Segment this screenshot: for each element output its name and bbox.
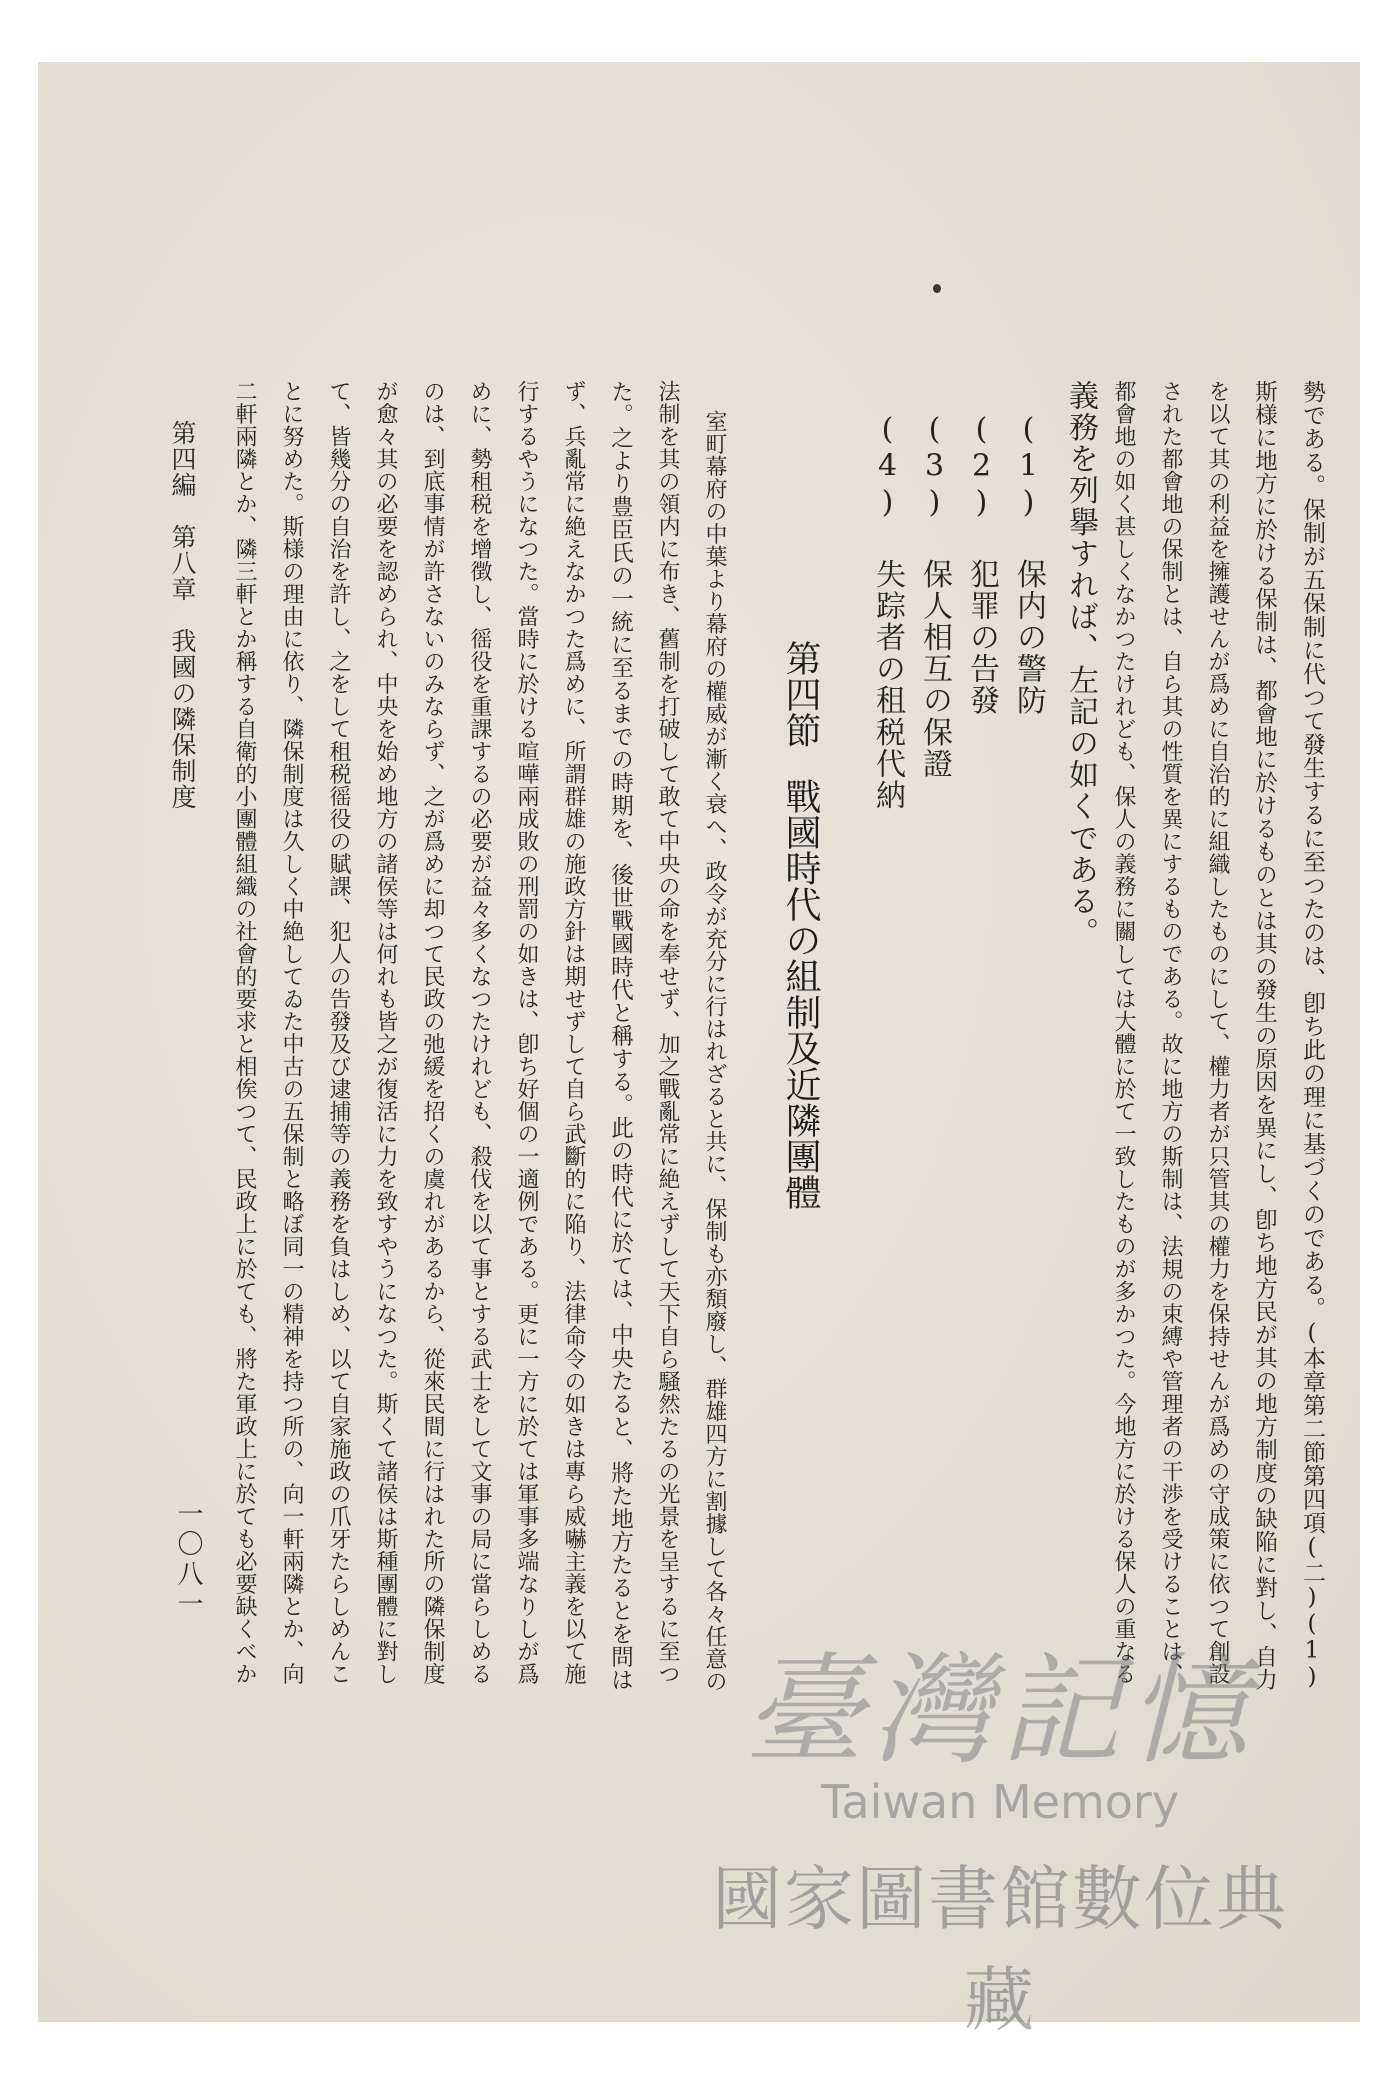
text-column: とに努めた。斯様の理由に依り、隣保制度は久しく中絶してゐた中古の五保制と略ぼ同一の精神を持つ所の、向一軒兩隣とか、向 — [279, 380, 304, 1685]
text-column: めに、勢租税を增徴し、徭役を重課するの必要が益々多くなつたけれども、殺伐を以て事とする武士をして文事の局に當らしめる — [467, 380, 492, 1685]
text-column: 義務を列擧すれば、左記の如くである。 — [1063, 380, 1098, 949]
watermark — [690, 1615, 1310, 2041]
watermark-calligraphy: 臺灣記憶 — [744, 1642, 1256, 1781]
ink-speck — [933, 284, 941, 293]
list-item: (4) 失踪者の租税代納 — [870, 412, 905, 812]
text-column: た。之より豊臣氏の一統に至るまでの時期を、後世戰國時代と稱する。此の時代に於ては、中央たると、將た地方たるとを問は — [607, 380, 634, 1691]
text-column: を以て其の利益を擁護せんが爲めに自治的に組織したものにして、權力者が只管其の權力を保持せんが爲めの守成策に依つて創設 — [1205, 380, 1230, 1685]
text-column: て、皆幾分の自治を許し、之をして租税徭役の賦課、犯人の告發及び逮捕等の義務を負はしめ、以て自家施政の爪牙たらしめんこ — [326, 380, 351, 1685]
list-item: (1) 保内の警防 — [1011, 412, 1046, 717]
page-number: 一〇八一 — [173, 1500, 203, 1620]
text-column: 斯様に地方に於ける保制は、都會地に於けるものとは其の發生の原因を異にし、卽ち地方民が其の地方制度の缺陥に對し、自力 — [1251, 380, 1278, 1691]
list-item: (3) 保人相互の保證 — [917, 412, 952, 780]
text-column: 室町幕府の中葉より幕府の權威が漸く衰へ、政令が充分に行はれざると共に、保制も亦頽廢し、群雄四方に割據して各々任意の — [702, 410, 727, 1693]
text-column: 都會地の如く甚しくなかつたけれども、保人の義務に關しては大體に於て一致したものが多かつた。今地方に於ける保人の重なる — [1111, 380, 1136, 1685]
text-column: ず、兵亂常に絶えなかつた爲めに、所謂群雄の施政方針は期せずして自ら武斷的に陥り、法律命令の如きは專ら威嚇主義を以て施 — [561, 380, 586, 1685]
section-title: 戰國時代の組制及近隣團體 — [780, 778, 821, 1210]
text-column: 二軒兩隣とか、隣三軒とか稱する自衛的小團體組織の社會的要求と相俟つて、民政上に於ても、將た軍政上に於ても必要缺くべか — [232, 380, 257, 1685]
watermark-english: Taiwan Memory — [820, 1775, 1180, 1829]
text-column: 行するやうになつた。當時に於ける喧嘩兩成敗の刑罰の如きは、卽ち好個の一適例である。更に一方に於ては軍事多端なりしが爲 — [514, 380, 539, 1685]
text-column: が愈々其の必要を認められ、中央を始め地方の諸侯等は何れも皆之が復活に力を致すやうになつた。斯くて諸侯は斯種團體に對し — [373, 380, 398, 1685]
section-heading — [780, 640, 821, 1210]
text-column: のは、到底事情が許さないのみならず、之が爲めに却つて民政の弛緩を招くの虞れがあるから、從來民間に行はれた所の隣保制度 — [420, 380, 445, 1685]
watermark-chinese: 國家圖書館數位典藏 — [712, 1858, 1288, 2041]
running-head: 第四編 第八章 我國の隣保制度 — [168, 420, 197, 810]
text-column: 法制を其の領内に布き、舊制を打破して敢て中央の命を奉せず、加之戰亂常に絶えずして天下自ら騒然たるの光景を呈するに至つ — [655, 380, 680, 1685]
text-column: 勢である。保制が五保制に代つて發生するに至つたのは、卽ち此の理に基づくのである。(本章第二節第四項(二)(1) — [1299, 380, 1325, 1691]
section-number: 第四節 — [780, 640, 821, 748]
text-column: された都會地の保制とは、自ら其の性質を異にするものである。故に地方の斯制は、法規の束縛や管理者の干渉を受けることは、 — [1158, 380, 1183, 1685]
list-item: (2) 犯罪の告發 — [964, 412, 999, 717]
